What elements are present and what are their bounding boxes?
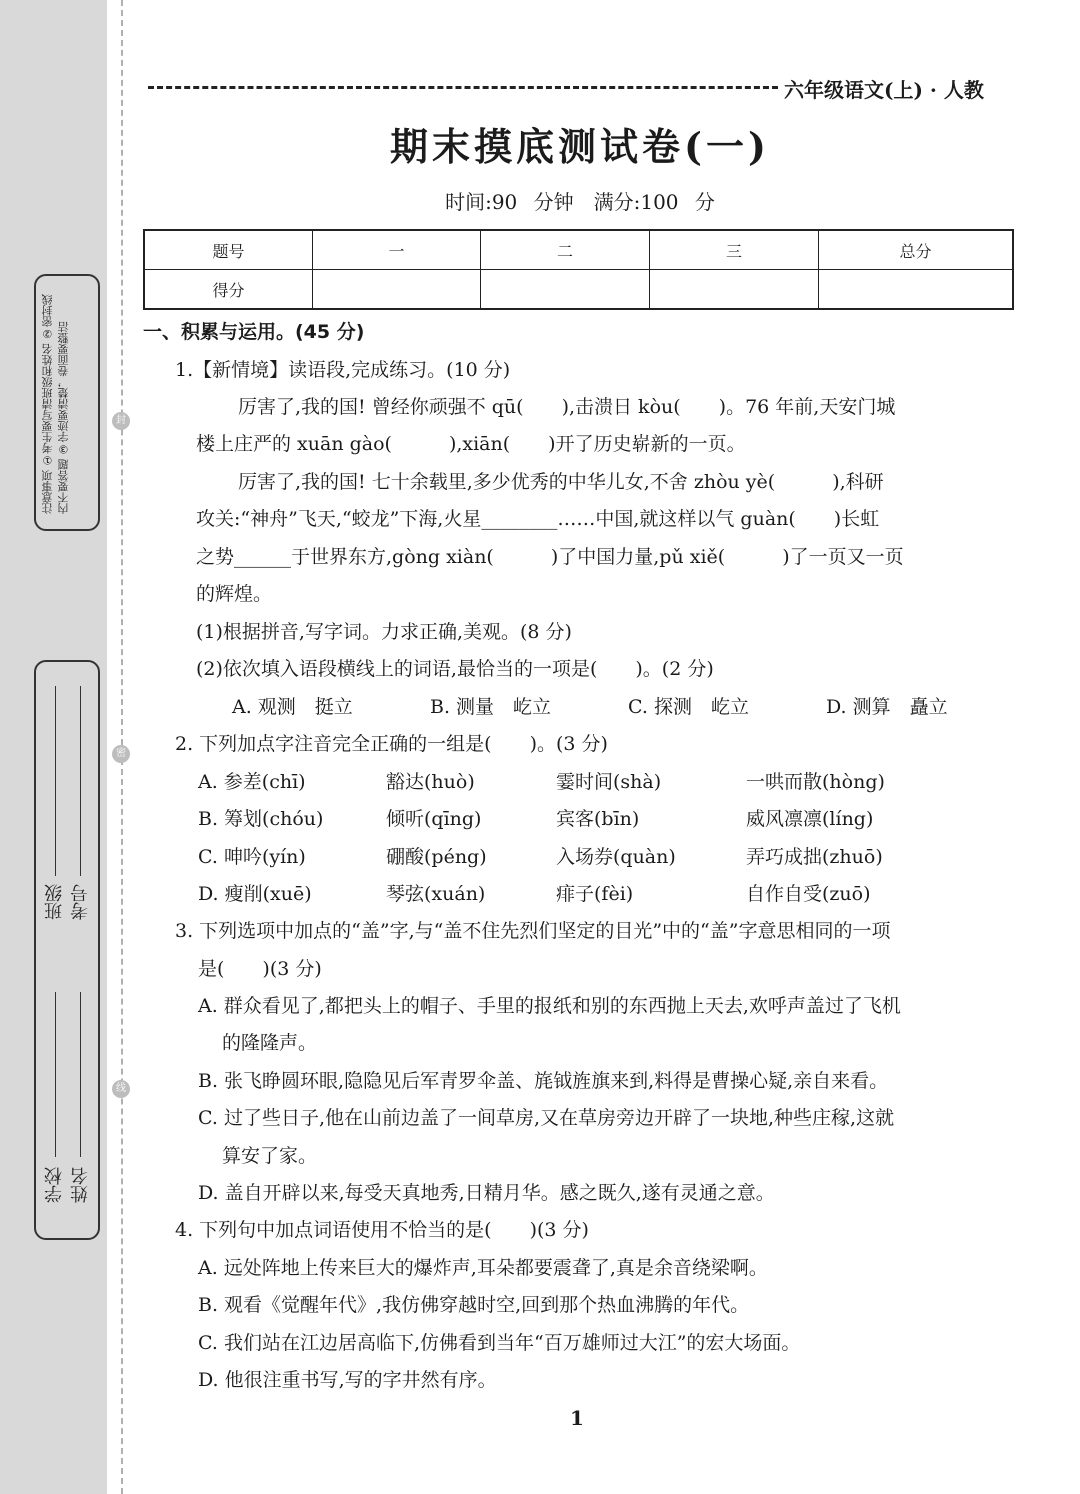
score-cell-1[interactable] <box>313 270 481 310</box>
q3-option-d: D. 盖自开辟以来,每受天真地秀,日精月华。感之既久,遂有灵通之意。 <box>198 1182 775 1204</box>
score-table-header-cell: 总分 <box>819 230 1014 270</box>
name-field-line[interactable] <box>80 992 81 1157</box>
q2-d-1: D. 瘦削(xuē) <box>198 883 312 905</box>
question-1-part-2: (2)依次填入语段横线上的词语,最恰当的一项是( )。(2 分) <box>196 658 714 680</box>
question-3-line-2: 是( )(3 分) <box>198 958 322 980</box>
q4-option-d: D. 他很注重书写,写的字井然有序。 <box>198 1369 497 1391</box>
score-table-header-row <box>144 230 1013 270</box>
q1-option-c: C. 探测 屹立 <box>628 696 749 718</box>
exam-number-label: 考号 <box>70 884 91 920</box>
q2-b-4: 威风凛凛(líng) <box>746 808 874 830</box>
page-title: 期末摸底测试卷(一) <box>390 124 770 169</box>
passage-2-line-1: 厉害了,我的国! 七十余载里,多少优秀的中华儿女,不舍 zhòu yè( ),科研 <box>238 471 884 493</box>
passage-2-line-3: 之势______于世界东方,gòng xiàn( )了中国力量,pǔ xiě( )了一页又一页 <box>196 546 904 568</box>
question-2: 2. 下列加点字注音完全正确的一组是( )。(3 分) <box>175 733 608 755</box>
score-row-label: 得分 <box>144 270 313 310</box>
section-1-heading: 一、积累与运用。(45 分) <box>143 321 365 343</box>
class-label: 班级 <box>44 884 65 920</box>
passage-2-line-2: 攻关:“神舟”飞天,“蛟龙”下海,火星________……中国,就这样以气 guàn( )长虹 <box>196 508 880 530</box>
q4-option-c: C. 我们站在江边居高临下,仿佛看到当年“百万雄师过大江”的宏大场面。 <box>198 1332 801 1354</box>
q2-b-3: 宾客(bīn) <box>556 808 640 830</box>
question-1: 1.【新情境】读语段,完成练习。(10 分) <box>175 359 511 381</box>
score-table-header-cell: 题号 <box>144 230 313 270</box>
seal-mark-mi: 密 <box>112 745 130 763</box>
score-cell-3[interactable] <box>650 270 819 310</box>
passage-1-line-2: 楼上庄严的 xuān gào( ),xiān( )开了历史崭新的一页。 <box>196 433 746 455</box>
q2-b-1: B. 筹划(chóu) <box>198 808 324 830</box>
q2-d-3: 痱子(fèi) <box>556 883 634 905</box>
student-info-box <box>34 660 100 1240</box>
q2-b-2: 倾听(qīng) <box>386 808 482 830</box>
score-table-header-cell: 三 <box>650 230 819 270</box>
seal-mark-feng: 封 <box>112 412 130 430</box>
q2-d-4: 自作自受(zuō) <box>746 883 871 905</box>
name-label: 姓名 <box>70 1167 91 1203</box>
score-table-score-row <box>144 270 1013 310</box>
notice-text: 注意事项 ①考生要写清班级和姓名 ②密封线内不要答题 ③字迹要清楚，卷面要整洁 <box>41 294 70 514</box>
school-field-line[interactable] <box>55 992 56 1157</box>
q3-option-a-line-1: A. 群众看见了,都把头上的帽子、手里的报纸和别的东西抛上天去,欢呼声盖过了飞机 <box>198 995 901 1017</box>
q4-option-a: A. 远处阵地上传来巨大的爆炸声,耳朵都要震聋了,真是余音绕梁啊。 <box>198 1257 768 1279</box>
q3-option-c-line-2: 算安了家。 <box>222 1145 318 1167</box>
q3-option-b: B. 张飞睁圆环眼,隐隐见后军青罗伞盖、旄钺旌旗来到,料得是曹操心疑,亲自来看。 <box>198 1070 889 1092</box>
q2-a-4: 一哄而散(hòng) <box>746 771 885 793</box>
notice-box <box>34 274 100 531</box>
page-number: 1 <box>570 1406 584 1430</box>
header-dashed-rule <box>148 86 778 89</box>
q3-option-a-line-2: 的隆隆声。 <box>222 1032 318 1054</box>
q4-option-b: B. 观看《觉醒年代》,我仿佛穿越时空,回到那个热血沸腾的年代。 <box>198 1294 750 1316</box>
score-table-header-cell: 一 <box>313 230 481 270</box>
passage-1-line-1: 厉害了,我的国! 曾经你顽强不 qū( ),击溃日 kòu( )。76 年前,天安门城 <box>238 396 896 418</box>
q2-c-4: 弄巧成拙(zhuō) <box>746 846 883 868</box>
score-table-header-cell: 二 <box>481 230 650 270</box>
q1-option-d: D. 测算 矗立 <box>826 696 948 718</box>
q3-option-c-line-1: C. 过了些日子,他在山前边盖了一间草房,又在草房旁边开辟了一块地,种些庄稼,这就 <box>198 1107 895 1129</box>
score-cell-total[interactable] <box>819 270 1014 310</box>
score-cell-2[interactable] <box>481 270 650 310</box>
exam-time-score: 时间:90 分钟 满分:100 分 <box>445 190 715 214</box>
q2-d-2: 琴弦(xuán) <box>386 883 486 905</box>
q2-a-3: 霎时间(shà) <box>556 771 662 793</box>
question-1-part-1: (1)根据拼音,写字词。力求正确,美观。(8 分) <box>196 621 572 643</box>
school-label: 学校 <box>44 1167 65 1203</box>
q2-c-2: 硼酸(péng) <box>386 846 487 868</box>
question-3-line-1: 3. 下列选项中加点的“盖”字,与“盖不住先烈们坚定的目光”中的“盖”字意思相同的一项 <box>175 920 891 942</box>
q2-c-3: 入场券(quàn) <box>556 846 676 868</box>
score-table <box>143 229 1014 310</box>
q2-a-1: A. 参差(chī) <box>198 771 306 793</box>
q2-c-1: C. 呻吟(yín) <box>198 846 306 868</box>
question-4: 4. 下列句中加点词语使用不恰当的是( )(3 分) <box>175 1219 589 1241</box>
q1-option-a: A. 观测 挺立 <box>232 696 353 718</box>
q1-option-b: B. 测量 屹立 <box>430 696 552 718</box>
exam-number-field-line[interactable] <box>80 686 81 876</box>
q2-a-2: 豁达(huò) <box>386 771 475 793</box>
passage-2-line-4: 的辉煌。 <box>196 583 273 605</box>
class-field-line[interactable] <box>55 686 56 876</box>
edition-label: 六年级语文(上) · 人教 <box>784 78 984 102</box>
seal-mark-xian: 线 <box>112 1080 130 1098</box>
